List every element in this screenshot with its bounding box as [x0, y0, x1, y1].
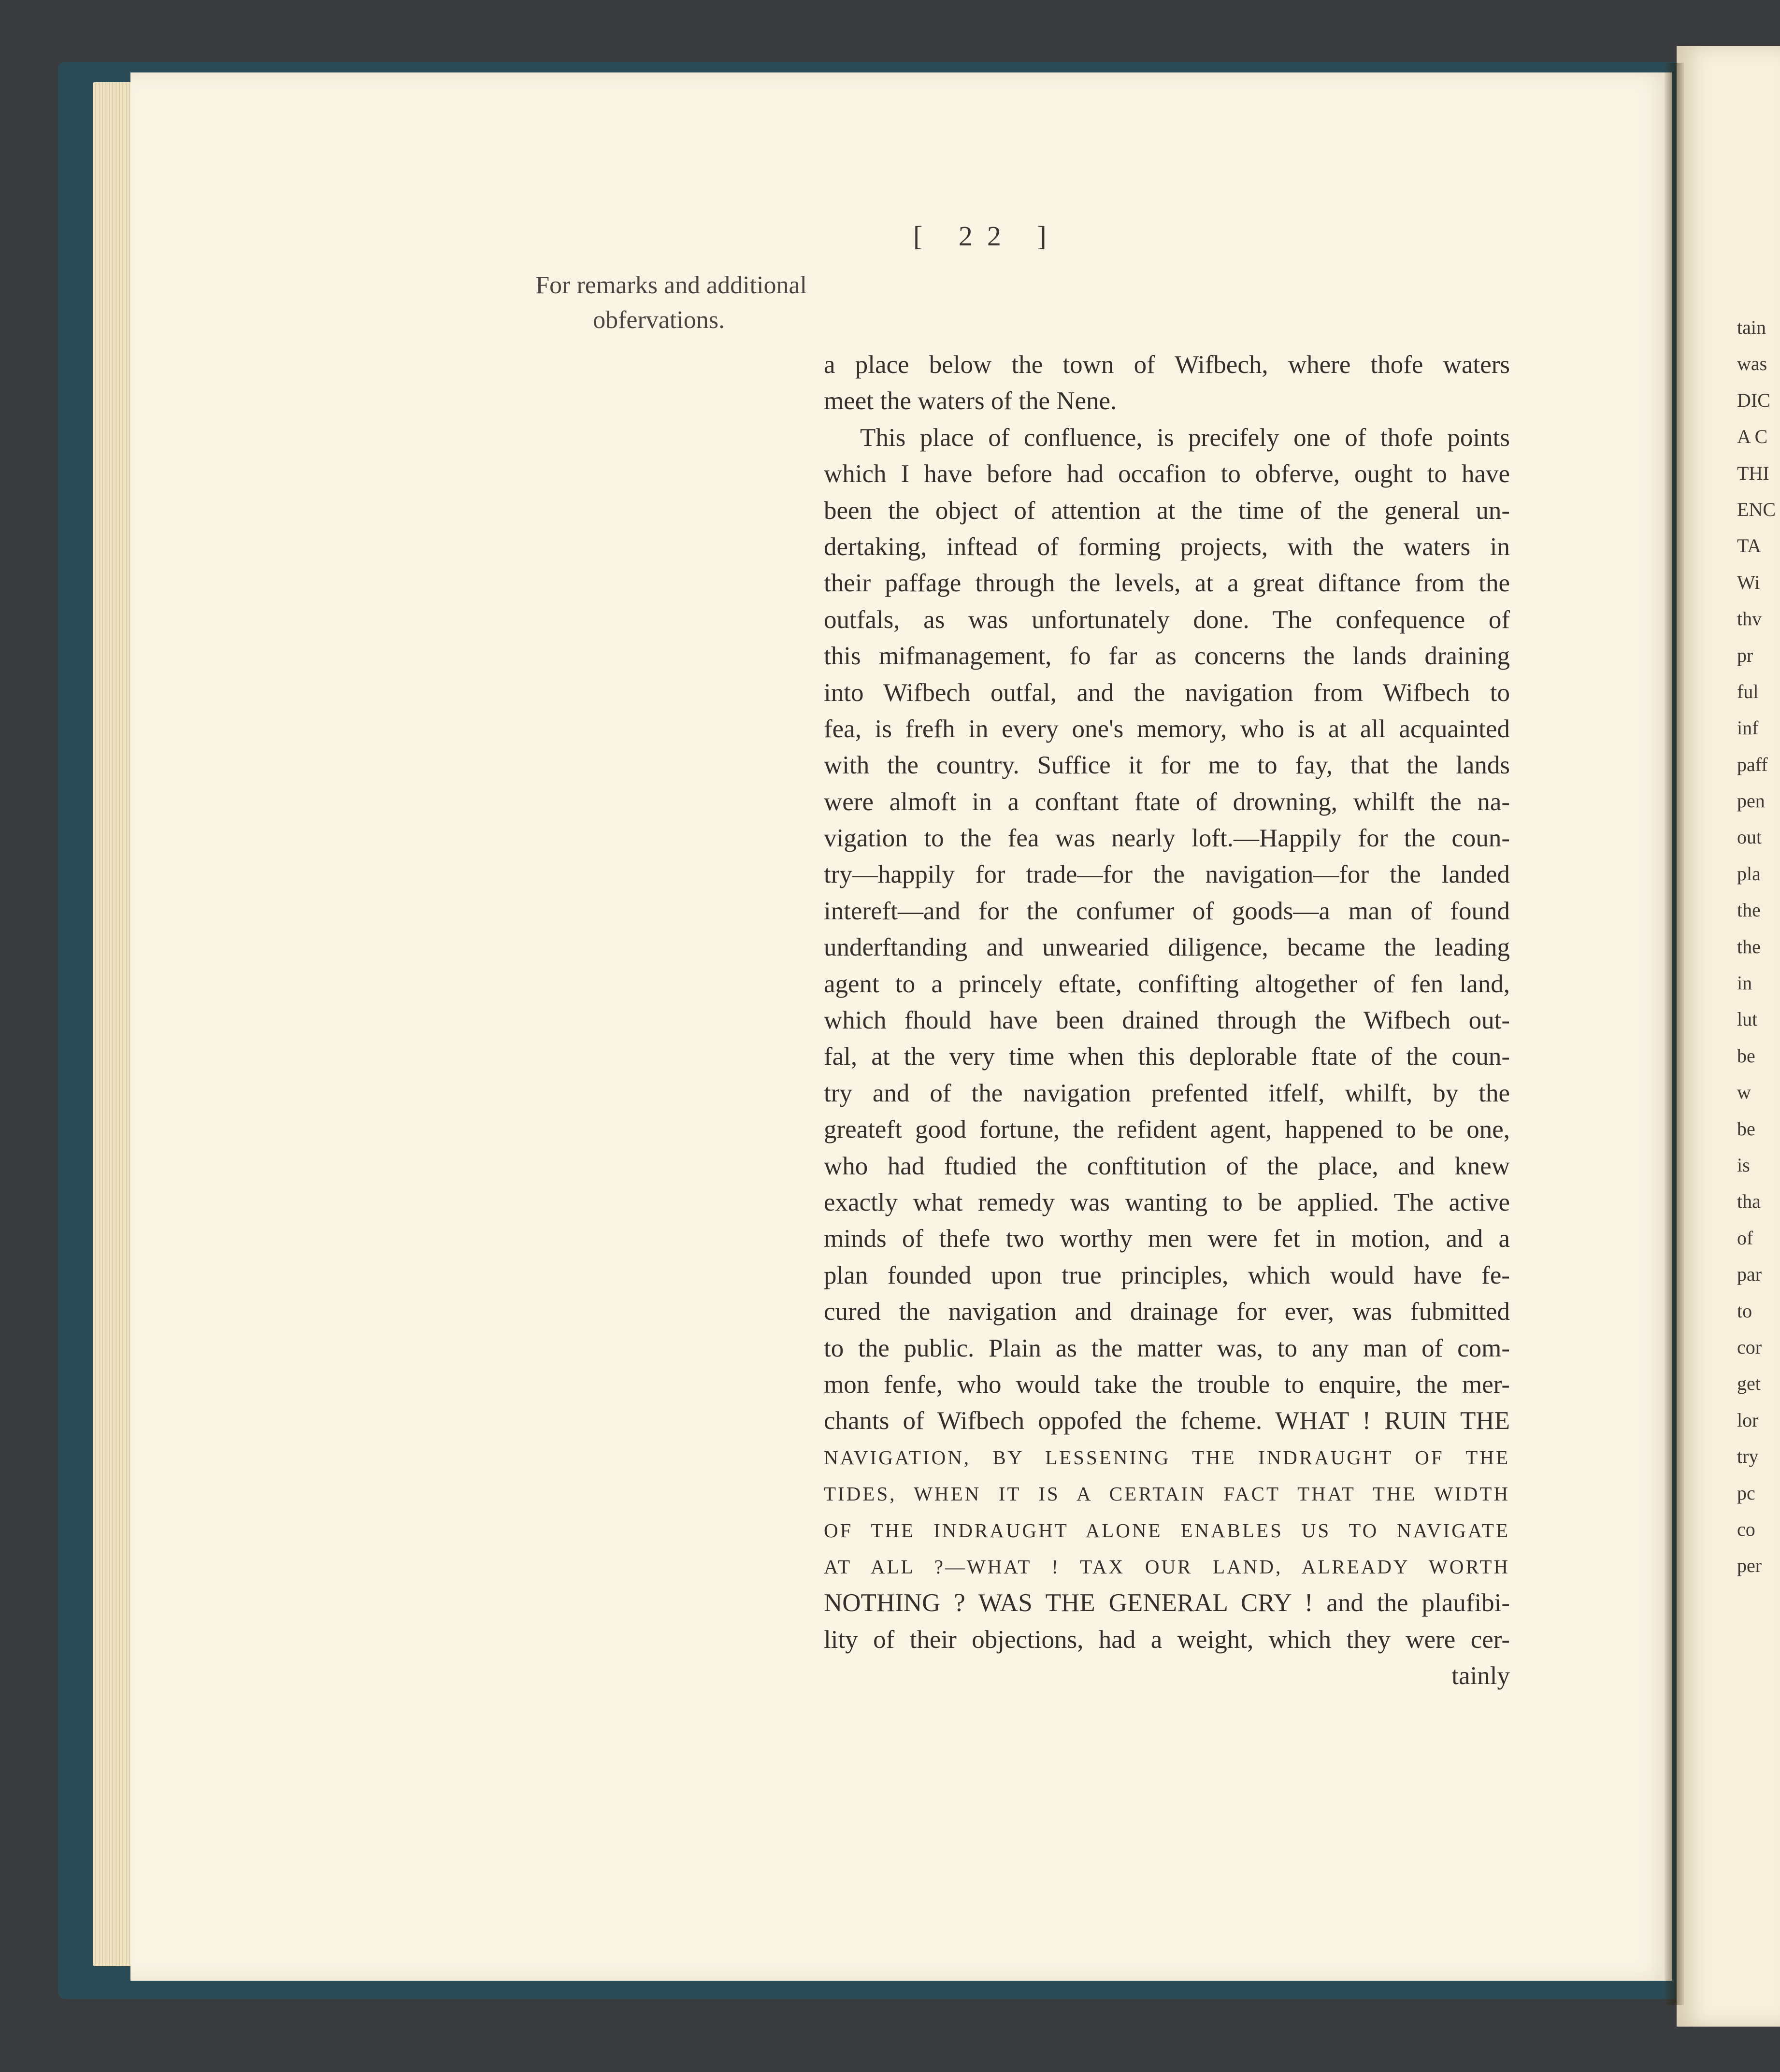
text-line: were almoft in a conftant ftate of drowning, whilft the na-	[824, 787, 1510, 816]
facing-fragment: try	[1737, 1445, 1759, 1468]
facing-fragment: tain	[1737, 316, 1766, 338]
body-text	[824, 347, 1510, 1694]
text-line: plan founded upon true principles, which would have fe-	[824, 1261, 1510, 1289]
facing-page-text	[1737, 309, 1780, 1584]
margin-note-line: For remarks and additional	[535, 272, 807, 299]
text-line: OF THE INDRAUGHT ALONE ENABLES US TO NAVIGATE	[824, 1519, 1510, 1542]
facing-fragment: inf	[1737, 717, 1759, 739]
facing-fragment: out	[1737, 826, 1762, 848]
text-line: try and of the navigation prefented itfelf, whilft, by the	[824, 1079, 1510, 1107]
text-line: exactly what remedy was wanting to be applied. The active	[824, 1188, 1510, 1216]
text-line: underftanding and unwearied diligence, became the leading	[824, 933, 1510, 962]
text-line: minds of thefe two worthy men were fet in motion, and a	[824, 1225, 1510, 1253]
text-line: been the object of attention at the time of the general un-	[824, 496, 1510, 525]
text-line: into Wifbech outfal, and the navigation from Wifbech to	[824, 678, 1510, 707]
text-line: this mifmanagement, fo far as concerns the lands draining	[824, 642, 1510, 671]
catchword: tainly	[1451, 1662, 1510, 1690]
margin-note-line: obfervations.	[593, 306, 725, 334]
facing-fragment: be	[1737, 1117, 1755, 1140]
text-line: AT ALL ?—WHAT ! TAX OUR LAND, ALREADY WORTH	[824, 1555, 1510, 1578]
facing-fragment: TA	[1737, 535, 1762, 557]
text-line: intereft—and for the confumer of goods—a man of found	[824, 897, 1510, 925]
facing-fragment: the	[1737, 935, 1761, 957]
text-line: vigation to the fea was nearly loft.—Happily for the coun-	[824, 824, 1510, 853]
text-line: fal, at the very time when this deplorable ftate of the coun-	[824, 1043, 1510, 1071]
text-line: with the country. Suffice it for me to fay, that the lands	[824, 751, 1510, 780]
facing-fragment: pc	[1737, 1482, 1755, 1504]
facing-fragment: to	[1737, 1300, 1752, 1322]
facing-fragment: lut	[1737, 1008, 1758, 1030]
facing-fragment: pr	[1737, 644, 1753, 666]
facing-fragment: the	[1737, 899, 1761, 921]
text-line: which fhould have been drained through the Wifbech out-	[824, 1006, 1510, 1035]
facing-fragment: ENC	[1737, 498, 1776, 520]
text-line: dertaking, inftead of forming projects, with the waters in	[824, 532, 1510, 561]
text-line: NOTHING ? WAS THE GENERAL CRY ! and the plaufibi-	[824, 1589, 1510, 1617]
facing-fragment: was	[1737, 353, 1767, 375]
text-line: greateft good fortune, the refident agent, happened to be one,	[824, 1115, 1510, 1144]
text-line: cured the navigation and drainage for ever, was fubmitted	[824, 1298, 1510, 1326]
facing-fragment: Wi	[1737, 571, 1760, 593]
facing-fragment: par	[1737, 1263, 1762, 1286]
text-line: which I have before had occafion to obferve, ought to have	[824, 460, 1510, 488]
facing-fragment: DIC	[1737, 389, 1770, 411]
text-line: mon fenfe, who would take the trouble to enquire, the mer-	[824, 1370, 1510, 1399]
facing-fragment: be	[1737, 1044, 1755, 1067]
facing-fragment: THI	[1737, 462, 1769, 484]
facing-fragment: co	[1737, 1518, 1755, 1540]
facing-fragment: paff	[1737, 753, 1768, 775]
text-line: try—happily for trade—for the navigation—for the landed	[824, 860, 1510, 889]
text-line: chants of Wifbech oppofed the fcheme. WHAT ! RUIN THE	[824, 1407, 1510, 1435]
book-gutter	[1665, 63, 1684, 2005]
text-line: NAVIGATION, BY LESSENING THE INDRAUGHT OF THE	[824, 1446, 1510, 1469]
facing-fragment: A C	[1737, 426, 1768, 448]
text-line: to the public. Plain as the matter was, to any man of com-	[824, 1334, 1510, 1362]
facing-fragment: per	[1737, 1555, 1762, 1577]
text-line: meet the waters of the Nene.	[824, 387, 1117, 415]
facing-fragment: ful	[1737, 680, 1759, 702]
text-line: agent to a princely eftate, confifting altogether of fen land,	[824, 970, 1510, 998]
facing-fragment: pla	[1737, 862, 1761, 885]
text-line: TIDES, WHEN IT IS A CERTAIN FACT THAT THE WIDTH	[824, 1483, 1510, 1505]
facing-fragment: w	[1737, 1081, 1751, 1103]
facing-fragment: lor	[1737, 1409, 1759, 1431]
facing-fragment: of	[1737, 1227, 1753, 1249]
text-line: outfals, as was unfortunately done. The confequence of	[824, 605, 1510, 634]
text-line: who had ftudied the conftitution of the place, and knew	[824, 1152, 1510, 1180]
margin-note	[454, 268, 807, 338]
page-number: [ 22 ]	[913, 220, 1061, 252]
facing-fragment: pen	[1737, 790, 1765, 812]
facing-fragment: thv	[1737, 608, 1762, 630]
text-line: a place below the town of Wifbech, where thofe waters	[824, 351, 1510, 379]
text-line: fea, is frefh in every one's memory, who is at all acquainted	[824, 714, 1510, 743]
facing-fragment: get	[1737, 1372, 1761, 1395]
facing-fragment: is	[1737, 1154, 1750, 1176]
text-line: This place of confluence, is precifely one of thofe points	[860, 423, 1510, 452]
facing-fragment: tha	[1737, 1190, 1761, 1213]
facing-fragment: cor	[1737, 1336, 1762, 1358]
text-line: lity of their objections, had a weight, which they were cer-	[824, 1625, 1510, 1654]
text-line: their paffage through the levels, at a great diftance from the	[824, 569, 1510, 598]
facing-fragment: in	[1737, 972, 1752, 994]
